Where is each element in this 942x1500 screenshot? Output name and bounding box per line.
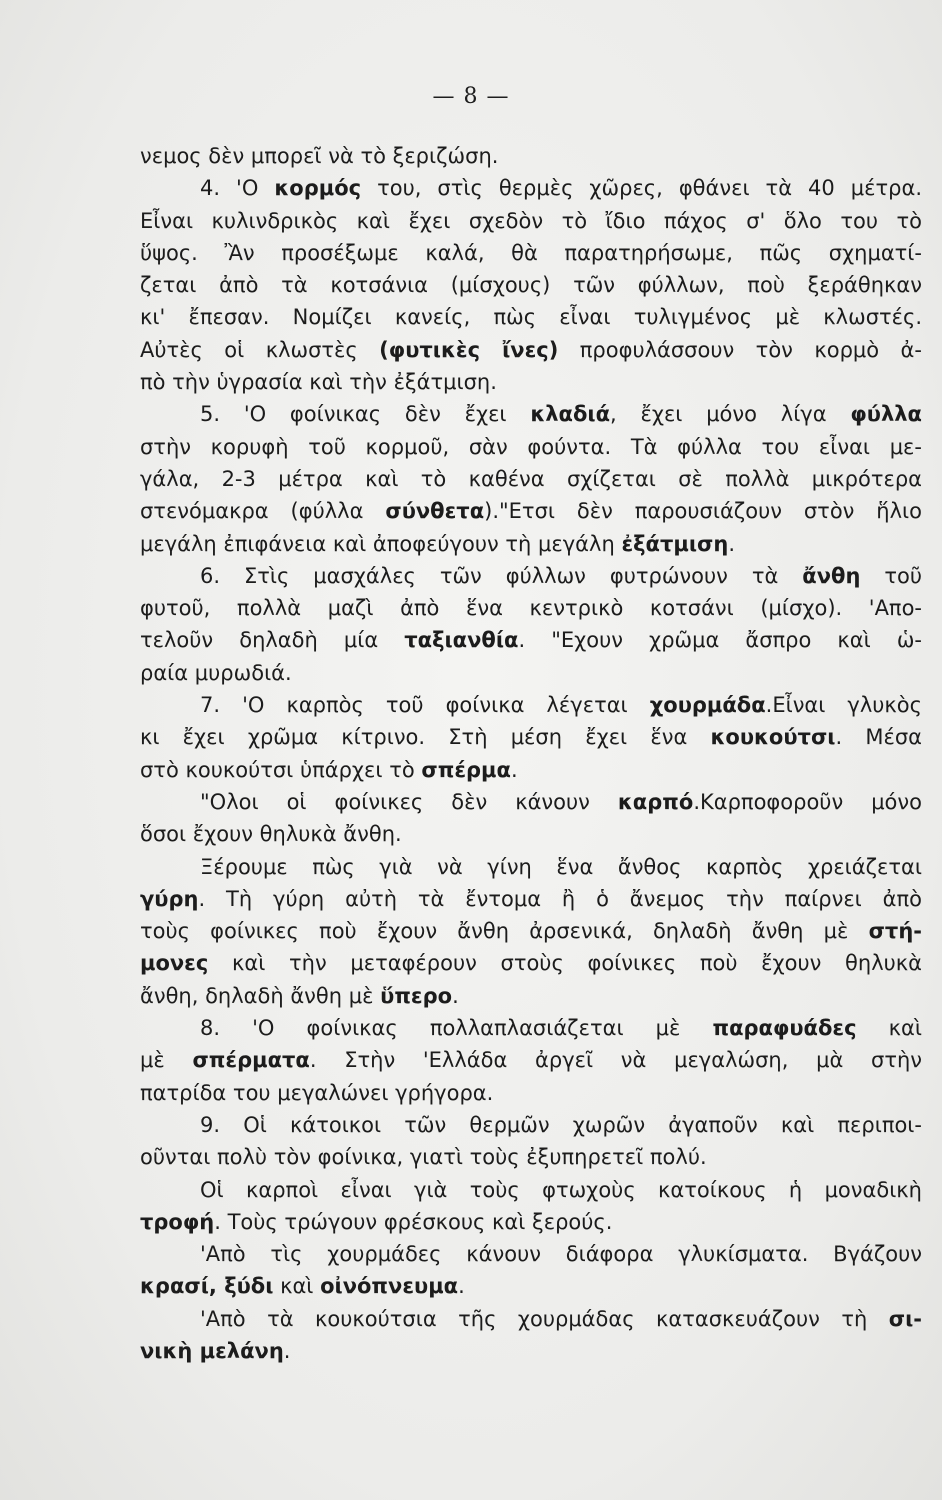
bold-term: σπέρματα xyxy=(192,1048,310,1073)
bold-term: καρπό xyxy=(617,789,694,814)
text-line xyxy=(140,495,922,527)
text-run: .Εἶναι γλυκὸς xyxy=(765,693,922,718)
text-line xyxy=(140,431,922,463)
text-run: νεμος δὲν μπορεῖ νὰ τὸ ξεριζώση. xyxy=(140,144,499,168)
text-line xyxy=(140,366,922,398)
text-line xyxy=(140,205,922,237)
text-run: . xyxy=(510,757,518,782)
text-run: 'Απὸ τὶς χουρμάδες κάνουν διάφορα γλυκίσματα. Βγάζουν xyxy=(200,1242,922,1267)
text-run: στενόμακρα (φύλλα xyxy=(140,499,386,524)
text-run: 6. Στὶς μασχάλες τῶν φύλλων φυτρώνουν τὰ xyxy=(200,563,803,588)
bold-term: σι- xyxy=(888,1306,922,1331)
bold-term: φύλλα xyxy=(850,402,922,427)
text-line xyxy=(140,754,922,786)
text-line xyxy=(140,624,922,656)
text-line xyxy=(140,947,922,979)
text-run: Εἶναι κυλινδρικὸς καὶ ἔχει σχεδὸν τὸ ἴδιο πάχος σ' ὅλο του τὸ xyxy=(140,208,922,233)
bold-term: παραφυάδες xyxy=(712,1016,857,1041)
text-line xyxy=(140,269,922,301)
text-run: τοῦ xyxy=(860,563,922,588)
text-run: ζεται ἀπὸ τὰ κοτσάνια (μίσχους) τῶν φύλλων, ποὺ ξεράθηκαν xyxy=(140,273,922,298)
text-run: . Τοὺς τρώγουν φρέσκους καὶ ξερούς. xyxy=(214,1209,613,1234)
text-line xyxy=(140,1109,922,1141)
text-run: "Ολοι οἱ φοίνικες δὲν κάνουν xyxy=(200,789,618,814)
text-run: 'Απὸ τὰ κουκούτσια τῆς χουρμάδας κατασκευάζουν τὴ xyxy=(200,1306,889,1331)
text-run: πατρίδα του μεγαλώνει γρήγορα. xyxy=(140,1080,494,1105)
page-number: — 8 — xyxy=(432,84,510,109)
bold-term: κλαδιά xyxy=(530,402,611,427)
text-run: καὶ xyxy=(273,1274,321,1299)
text-run: . xyxy=(452,983,459,1008)
text-line xyxy=(140,398,922,430)
text-line xyxy=(140,818,922,850)
text-line xyxy=(140,463,922,495)
text-run: 4. 'Ο xyxy=(200,176,275,201)
bold-term: τροφή xyxy=(140,1209,215,1234)
text-run: Ξέρουμε πὼς γιὰ νὰ γίνη ἕνα ἄνθος καρπὸς χρειάζεται xyxy=(200,854,922,879)
text-run: προφυλάσσουν τὸν κορμὸ ἀ- xyxy=(558,337,922,362)
bold-term: ἐξάτμιση xyxy=(621,531,729,556)
text-run: καὶ xyxy=(856,1016,922,1041)
text-line xyxy=(140,172,922,204)
text-line xyxy=(140,851,922,883)
text-run: .Καρποφοροῦν μόνο xyxy=(693,789,922,814)
text-line xyxy=(140,140,922,172)
text-line xyxy=(140,883,922,915)
text-run: του, στὶς θερμὲς χῶρες, φθάνει τὰ 40 μέτρα. xyxy=(361,176,922,201)
text-line xyxy=(140,1270,922,1302)
text-run: ἄνθη, δηλαδὴ ἄνθη μὲ xyxy=(140,983,381,1008)
text-line xyxy=(140,915,922,947)
text-line xyxy=(140,237,922,269)
text-run: γάλα, 2-3 μέτρα καὶ τὸ καθένα σχίζεται σὲ πολλὰ μικρότερα xyxy=(140,466,922,491)
text-run: . xyxy=(283,1338,291,1363)
bold-term: οἰνόπνευμα xyxy=(320,1274,459,1299)
text-run: τελοῦν δηλαδὴ μία xyxy=(140,628,405,653)
text-run: πὸ τὴν ὑγρασία καὶ τὴν ἐξάτμιση. xyxy=(140,370,497,395)
text-run: φυτοῦ, πολλὰ μαζὶ ἀπὸ ἕνα κεντρικὸ κοτσάνι (μίσχο). 'Απο- xyxy=(140,596,922,621)
text-run: τοὺς φοίνικες ποὺ ἔχουν ἄνθη ἀρσενικά, δηλαδὴ ἄνθη μὲ xyxy=(140,919,869,944)
text-line xyxy=(140,1303,922,1335)
text-run: κι' ἔπεσαν. Νομίζει κανείς, πὼς εἶναι τυλιγμένος μὲ κλωστές. xyxy=(140,305,922,330)
bold-term: (φυτικὲς ἴνες) xyxy=(379,337,559,362)
bold-term: κουκούτσι xyxy=(710,725,836,750)
text-run: ὅσοι ἔχουν θηλυκὰ ἄνθη. xyxy=(140,822,402,847)
text-line xyxy=(140,1141,922,1173)
text-run: κι ἔχει χρῶμα κίτρινο. Στὴ μέση ἔχει ἕνα xyxy=(140,725,711,750)
text-line xyxy=(140,301,922,333)
bold-term: σπέρμα xyxy=(421,757,511,782)
bold-term: κρασί, ξύδι xyxy=(140,1274,274,1299)
text-run: 8. 'Ο φοίνικας πολλαπλασιάζεται μὲ xyxy=(200,1016,713,1041)
bold-term: χουρμάδα xyxy=(649,693,766,718)
text-line xyxy=(140,592,922,624)
text-line xyxy=(140,1012,922,1044)
text-run: . Μέσα xyxy=(835,725,922,750)
text-run: μεγάλη ἐπιφάνεια καὶ ἀποφεύγουν τὴ μεγάλη xyxy=(140,531,622,556)
text-run: . xyxy=(728,531,736,556)
text-run: , ἔχει μόνο λίγα xyxy=(610,402,851,427)
body-text xyxy=(140,140,922,1367)
bold-term: νικὴ μελάνη xyxy=(140,1338,284,1363)
bold-term: μονες xyxy=(140,951,209,976)
text-line xyxy=(140,1077,922,1109)
text-line xyxy=(140,1335,922,1367)
text-line xyxy=(140,721,922,753)
bold-term: γύρη xyxy=(140,886,199,911)
bold-term: ἄνθη xyxy=(802,563,861,588)
text-run: στὸ κουκούτσι ὑπάρχει τὸ xyxy=(140,757,422,782)
text-line xyxy=(140,689,922,721)
text-run: μὲ xyxy=(140,1048,193,1073)
text-run: . Στὴν 'Ελλάδα ἀργεῖ νὰ μεγαλώση, μὰ στὴν xyxy=(309,1048,922,1073)
text-line xyxy=(140,980,922,1012)
text-line xyxy=(140,1206,922,1238)
text-line xyxy=(140,786,922,818)
text-run: Αὐτὲς οἱ κλωστὲς xyxy=(140,337,380,362)
text-run: 5. 'Ο φοίνικας δὲν ἔχει xyxy=(200,402,531,427)
bold-term: κορμός xyxy=(274,176,362,201)
bold-term: σύνθετα xyxy=(385,499,485,524)
text-line xyxy=(140,560,922,592)
text-run: )."Ετσι δὲν παρουσιάζουν στὸν ἥλιο xyxy=(484,499,922,524)
text-run: . "Εχουν χρῶμα ἄσπρο καὶ ὡ- xyxy=(518,628,922,653)
bold-term: ὕπερο xyxy=(380,983,453,1008)
text-run: . xyxy=(458,1274,465,1299)
text-run: . Τὴ γύρη αὐτὴ τὰ ἔντομα ἢ ὁ ἄνεμος τὴν παίρνει ἀπὸ xyxy=(198,886,922,911)
text-run: οῦνται πολὺ τὸν φοίνικα, γιατὶ τοὺς ἐξυπηρετεῖ πολύ. xyxy=(140,1145,707,1170)
text-line xyxy=(140,1174,922,1206)
text-run: 9. Οἱ κάτοικοι τῶν θερμῶν χωρῶν ἀγαποῦν καὶ περιποι- xyxy=(200,1112,922,1137)
text-line xyxy=(140,528,922,560)
text-run: καὶ τὴν μεταφέρουν στοὺς φοίνικες ποὺ ἔχουν θηλυκὰ xyxy=(208,951,922,976)
text-line xyxy=(140,1238,922,1270)
text-run: 7. 'Ο καρπὸς τοῦ φοίνικα λέγεται xyxy=(200,693,650,718)
text-line xyxy=(140,1044,922,1076)
text-run: ὕψος. Ἂν προσέξωμε καλά, θὰ παρατηρήσωμε, πῶς σχηματί- xyxy=(140,240,922,265)
bold-term: στή- xyxy=(868,919,922,944)
bold-term: ταξιανθία xyxy=(404,628,519,653)
text-run: Οἱ καρποὶ εἶναι γιὰ τοὺς φτωχοὺς κατοίκους ἡ μοναδικὴ xyxy=(200,1177,922,1202)
text-line xyxy=(140,657,922,689)
text-run: στὴν κορυφὴ τοῦ κορμοῦ, σὰν φούντα. Τὰ φύλλα του εἶναι με- xyxy=(140,434,922,459)
text-run: ραία μυρωδιά. xyxy=(140,660,292,685)
text-line xyxy=(140,334,922,366)
